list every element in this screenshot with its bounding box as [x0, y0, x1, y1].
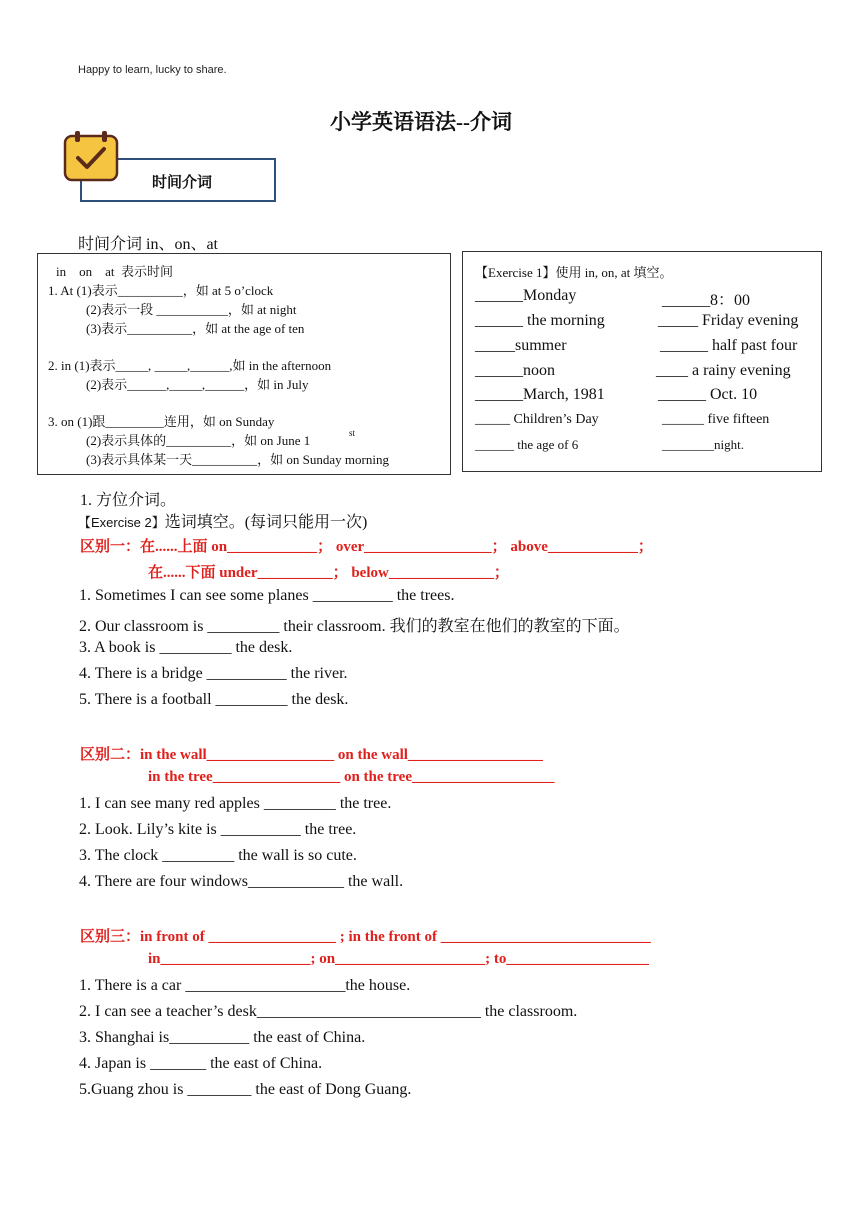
exercise1-item: ______ five fifteen	[662, 412, 770, 427]
exercise2-heading	[78, 509, 367, 532]
exercise-sentence: 1. There is a car ____________________the house.	[79, 977, 411, 994]
page-title: 小学英语语法--介词	[330, 110, 512, 134]
exercise1-item: ______ Oct. 10	[658, 386, 758, 403]
rules-line: (2)表示一段 ___________，如 at night	[86, 302, 297, 317]
rules-line: (3)表示具体某一天__________，如 on Sunday morning	[86, 452, 389, 467]
rules-line: 1. At (1)表示__________，如 at 5 o’clock	[48, 283, 274, 298]
header-tagline: Happy to learn, lucky to share.	[78, 64, 227, 76]
rules-line: (3)表示__________，如 at the age of ten	[86, 321, 305, 336]
exercise-sentence: 3. A book is _________ the desk.	[79, 639, 293, 656]
rules-line: (2)表示具体的__________，如 on June 1	[86, 433, 311, 448]
exercise-sentence: 3. The clock _________ the wall is so cute.	[79, 847, 357, 864]
rules-line: 2. in (1)表示_____, _____,______,如 in the afternoon	[48, 358, 332, 373]
rules-line: (2)表示______,_____,______，如 in July	[86, 377, 309, 392]
exercise1-item: _____ Friday evening	[658, 312, 799, 329]
exercise1-item: ______ the age of 6	[475, 437, 579, 452]
exercise1-item: ______ half past four	[660, 337, 798, 354]
exercise1-item: _____ Children’s Day	[475, 412, 599, 427]
difference1-line: 区别一：在......上面 on____________； over_________________； above____________；	[80, 539, 653, 555]
difference2-line: 区别二：in the wall_________________ on the wall__________________	[80, 747, 543, 763]
exercise1-item: ________night.	[662, 437, 744, 452]
exercise-sentence: 1. Sometimes I can see some planes __________ the trees.	[79, 587, 455, 604]
exercise-sentence: 2. Our classroom is _________ their classroom. 我们的教室在他们的教室的下面。	[79, 618, 630, 635]
exercise1-item: ______8：00	[662, 292, 751, 309]
exercise1-item: ______Monday	[475, 287, 577, 304]
exercise2-tag: 【Exercise 2】	[78, 515, 165, 530]
part1-heading: 1. 方位介词。	[80, 492, 177, 509]
exercise-sentence: 3. Shanghai is__________ the east of China.	[79, 1029, 366, 1046]
exercise-sentence: 2. I can see a teacher’s desk____________________________ the classroom.	[79, 1003, 578, 1020]
exercise1-item: _____summer	[475, 337, 567, 354]
exercise-sentence: 2. Look. Lily’s kite is __________ the tree.	[79, 821, 357, 838]
difference1-line: 在......下面 under__________； below______________；	[148, 565, 509, 581]
section-label: 时间介词	[152, 174, 213, 191]
difference3-line: 区别三：in front of _________________ ; in the front of ____________________________	[80, 929, 651, 945]
difference3-line: in____________________; on____________________; to___________________	[148, 951, 649, 967]
exercise-sentence: 4. Japan is _______ the east of China.	[79, 1055, 323, 1072]
intro-text: 时间介词 in、on、at	[78, 236, 218, 253]
exercise2-instruction: 选词填空。(每词只能用一次)	[164, 514, 368, 531]
rules-line: in on at 表示时间	[56, 264, 173, 279]
exercise1-item: ______noon	[475, 362, 555, 379]
difference2-line: in the tree_________________ on the tree___________________	[148, 769, 555, 785]
rules-line: 3. on (1)跟_________连用，如 on Sunday	[48, 414, 275, 429]
exercise1-item: ______March, 1981	[475, 386, 605, 403]
exercise1-item: ____ a rainy evening	[656, 362, 791, 379]
exercise-sentence: 4. There are four windows____________ the wall.	[79, 873, 404, 890]
rules-superscript: st	[349, 428, 356, 438]
exercise1-item: ______ the morning	[475, 312, 605, 329]
exercise-sentence: 5. There is a football _________ the desk.	[79, 691, 349, 708]
exercise-sentence: 5.Guang zhou is ________ the east of Dong Guang.	[79, 1081, 412, 1098]
exercise-sentence: 1. I can see many red apples _________ the tree.	[79, 795, 392, 812]
calendar-check-icon	[62, 130, 120, 182]
exercise-sentence: 4. There is a bridge __________ the river.	[79, 665, 348, 682]
exercise1-title: 【Exercise 1】使用 in, on, at 填空。	[475, 265, 673, 280]
